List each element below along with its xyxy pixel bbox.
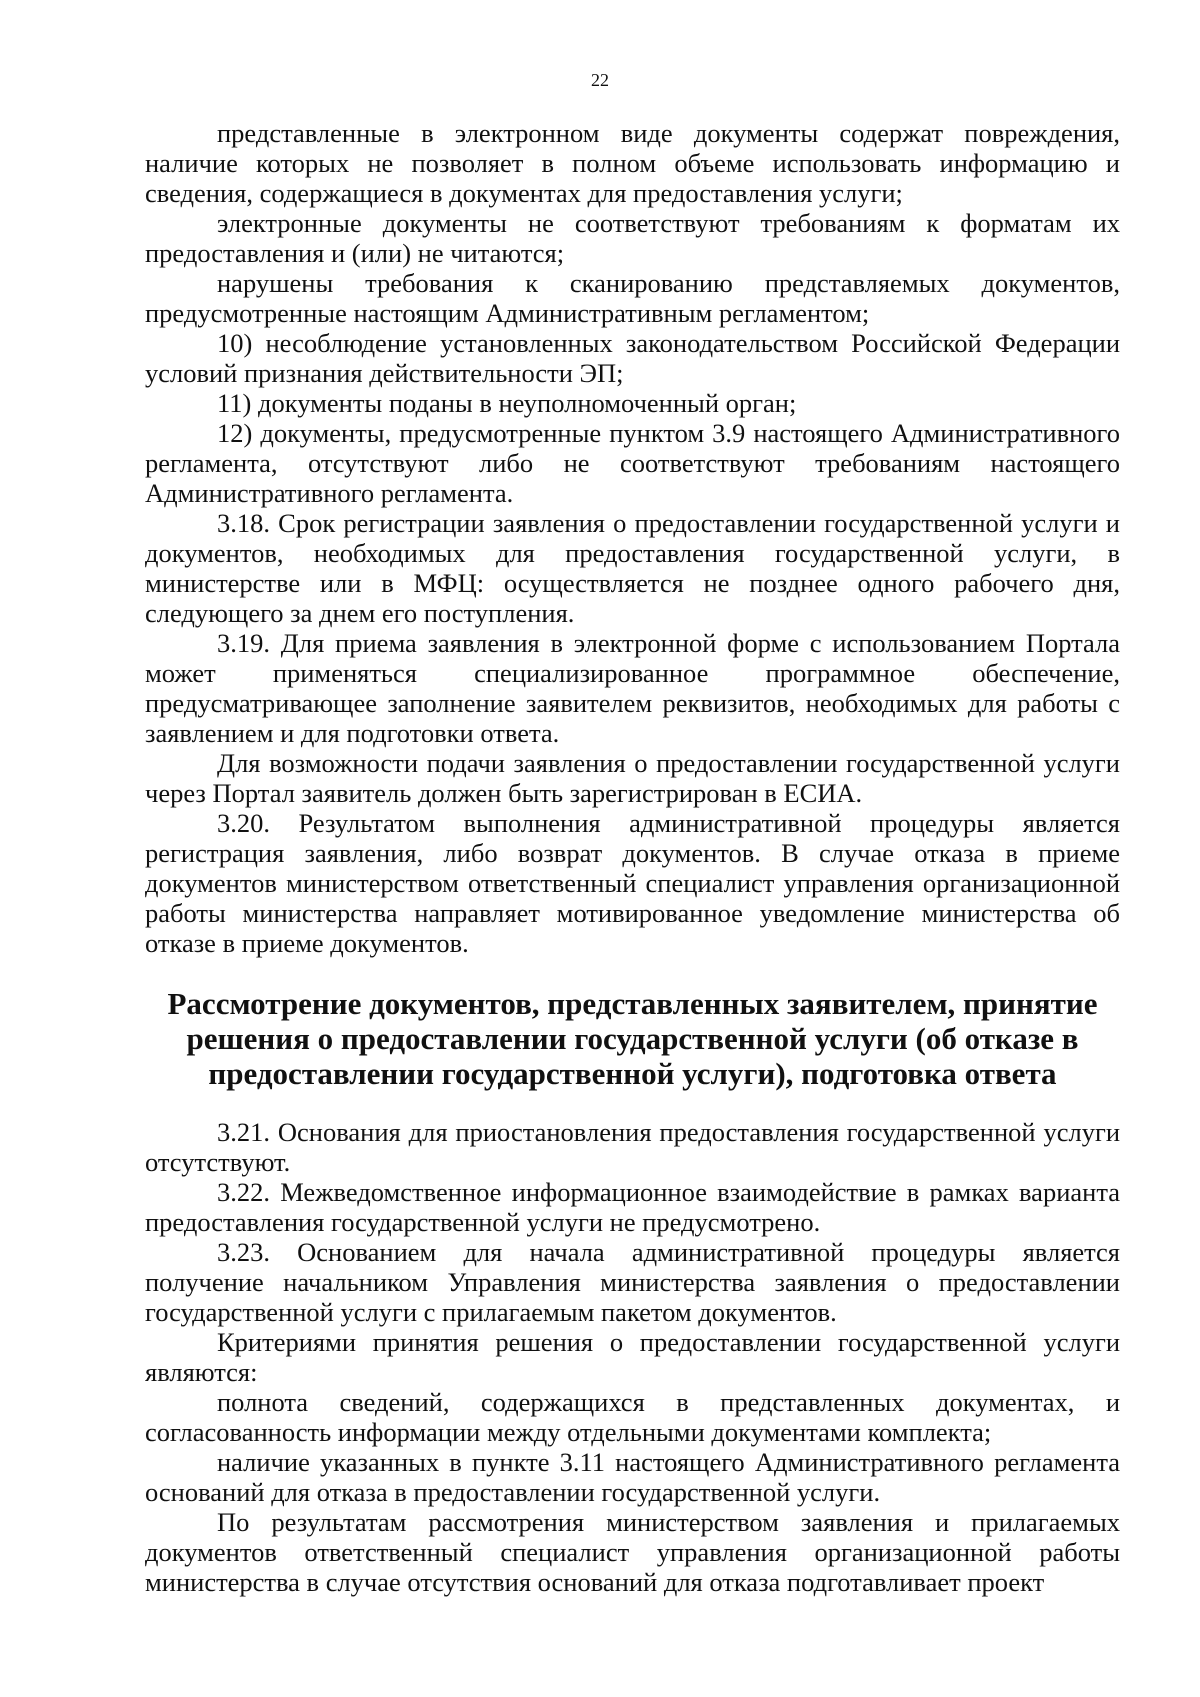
paragraph: 3.23. Основанием для начала административной процедуры является получение начальником Управления министерства заявления о предоставлении государственной услуги с прилагаемым пакетом документов. <box>145 1237 1120 1327</box>
paragraph: полнота сведений, содержащихся в представленных документах, и согласованность информации между отдельными документами комплекта; <box>145 1387 1120 1447</box>
paragraph: 3.18. Срок регистрации заявления о предоставлении государственной услуги и документов, необходимых для предоставления государственной услуги, в министерстве или в МФЦ: осуществляется не позднее одного рабочего дня, следующего за днем его поступления. <box>145 508 1120 628</box>
paragraph: Критериями принятия решения о предоставлении государственной услуги являются: <box>145 1327 1120 1387</box>
section-heading: Рассмотрение документов, представленных заявителем, принятие решения о предоставлении государственной услуги (об отказе в предоставлении государственной услуги), подготовка ответа <box>167 986 1098 1091</box>
paragraph: 3.19. Для приема заявления в электронной форме с использованием Портала может применяться специализированное программное обеспечение, предусматривающее заполнение заявителем реквизитов, необходимых для работы с заявлением и для подготовки ответа. <box>145 628 1120 748</box>
paragraph: 12) документы, предусмотренные пунктом 3.9 настоящего Административного регламента, отсутствуют либо не соответствуют требованиям настоящего Административного регламента. <box>145 418 1120 508</box>
paragraph: Для возможности подачи заявления о предоставлении государственной услуги через Портал заявитель должен быть зарегистрирован в ЕСИА. <box>145 748 1120 808</box>
paragraph: 3.21. Основания для приостановления предоставления государственной услуги отсутствуют. <box>145 1117 1120 1177</box>
paragraph: электронные документы не соответствуют требованиям к форматам их предоставления и (или) не читаются; <box>145 208 1120 268</box>
document-body <box>145 118 1120 1597</box>
paragraph: наличие указанных в пункте 3.11 настоящего Административного регламента оснований для отказа в предоставлении государственной услуги. <box>145 1447 1120 1507</box>
paragraph: 3.20. Результатом выполнения административной процедуры является регистрация заявления, либо возврат документов. В случае отказа в приеме документов министерством ответственный специалист управления организационной работы министерства направляет мотивированное уведомление министерства об отказе в приеме документов. <box>145 808 1120 958</box>
paragraph: По результатам рассмотрения министерством заявления и прилагаемых документов ответственный специалист управления организационной работы министерства в случае отсутствия оснований для отказа подготавливает проект <box>145 1507 1120 1597</box>
page-number: 22 <box>591 70 609 90</box>
paragraph: представленные в электронном виде документы содержат повреждения, наличие которых не позволяет в полном объеме использовать информацию и сведения, содержащиеся в документах для предоставления услуги; <box>145 118 1120 208</box>
paragraph: нарушены требования к сканированию представляемых документов, предусмотренные настоящим Административным регламентом; <box>145 268 1120 328</box>
paragraph: 10) несоблюдение установленных законодательством Российской Федерации условий признания действительности ЭП; <box>145 328 1120 388</box>
paragraph: 11) документы поданы в неуполномоченный орган; <box>217 388 797 418</box>
paragraph: 3.22. Межведомственное информационное взаимодействие в рамках варианта предоставления государственной услуги не предусмотрено. <box>145 1177 1120 1237</box>
